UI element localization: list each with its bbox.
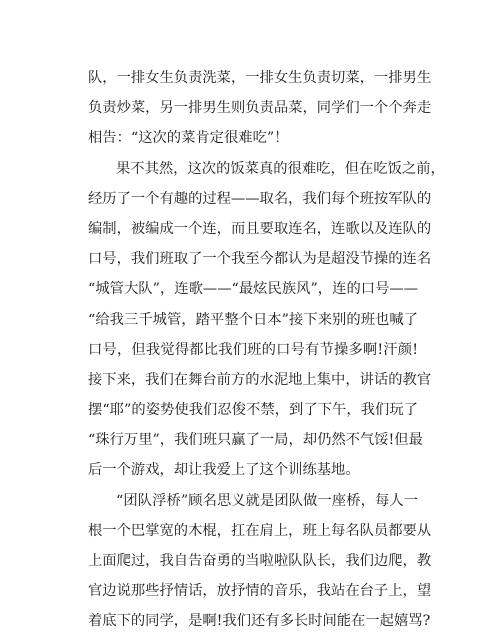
text-line: 相告：“这次的菜肯定很难吃”！ [88, 130, 289, 147]
text-line: “给我三千城管，踏平整个日本”接下来别的班也喊了 [88, 311, 418, 328]
text-line: 队，一排女生负责洗菜，一排女生负责切菜，一排男生 [88, 70, 432, 86]
text-line: 口号，但我觉得都比我们班的口号有节操多啊!汗颜! [88, 341, 418, 358]
text-line: “团队浮桥”顾名思义就是团队做一座桥，每人一 [116, 492, 418, 509]
text-line: 上面爬过，我自告奋勇的当啦啦队队长，我们边爬，教 [88, 553, 432, 569]
text-line: 口号，我们班取了一个我至今都认为是超没节操的连名 [88, 251, 432, 268]
text-line: 经历了一个有趣的过程——取名，我们每个班按军队的 [88, 190, 432, 207]
body-text [88, 63, 445, 637]
text-line: 果不其然，这次的饭菜真的很难吃，但在吃饭之前， [116, 160, 445, 177]
text-line: 编制，被编成一个连，而且要取连名，连歌以及连队的 [88, 220, 432, 237]
text-line: 摆“耶”的姿势使我们忍俊不禁，到了下午，我们玩了 [88, 402, 418, 419]
text-line: “城管大队”，连歌——“最炫民族风”，连的口号—— [88, 281, 418, 298]
text-line: 根一个巴掌宽的木棍，扛在肩上，班上每名队员都要从 [88, 522, 432, 539]
text-line: “珠行万里”，我们班只赢了一局，却仍然不气馁!但最 [88, 432, 423, 449]
text-line: 着底下的同学，是啊!我们还有多长时间能在一起嬉骂? [88, 613, 431, 630]
text-line: 接下来，我们在舞台前方的水泥地上集中，讲话的教官 [88, 371, 432, 388]
text-line: 官边说那些抒情话，放抒情的音乐，我站在台子上，望 [88, 583, 432, 600]
text-line: 负责炒菜，另一排男生则负责品菜，同学们一个个奔走 [88, 100, 432, 117]
text-line: 后一个游戏，却让我爱上了这个训练基地。 [88, 462, 360, 479]
